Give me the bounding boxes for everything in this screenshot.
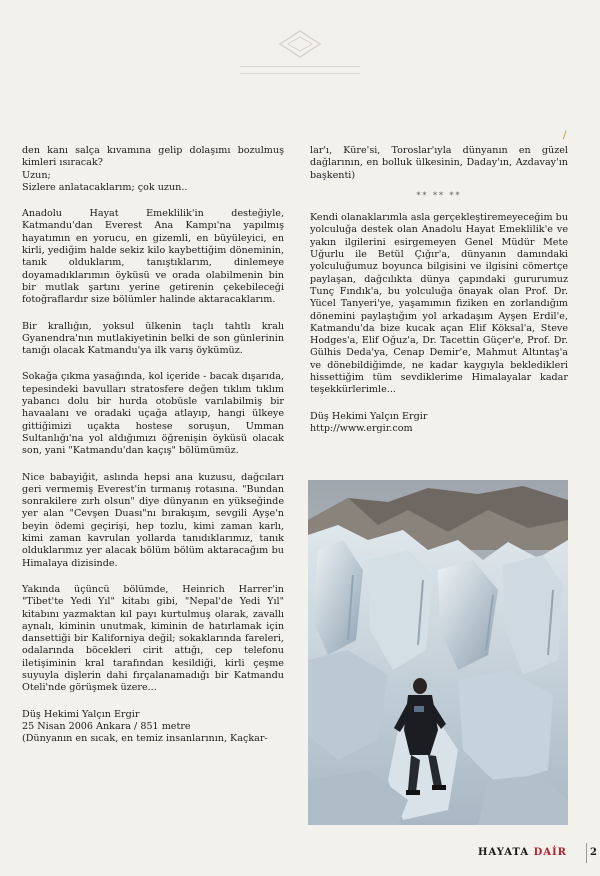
paragraph: lar'ı, Küre'si, Toroslar'ıyla dünyanın en güzel dağlarının, en bolluk ülkesinin, Daday'ın, Azdavay'ın başkenti) bbox=[310, 145, 568, 181]
paragraph: Yakında üçüncü bölümde, Heinrich Harrer'in "Tibet'te Yedi Yıl" kitabı gibi, "Nepal'de Yedi Yıl" kitabını yazmaktan kıl payı kurtulmuş olarak, zavallı aynalı, kiminin unutmak, kiminin de hatırlamak için dansettiği bir Kaliforniya değil; sokaklarında fareleri, odalarında böcekleri cirit attığı, cep telefonu iletişiminin kral tarafından kesildiği, kirli çeşme suyuyla dişlerin dahi fırçalanamadığı bir Katmandu Oteli'nde görüşmek üzere... bbox=[22, 583, 284, 694]
date-location: 25 Nisan 2006 Ankara / 851 metre bbox=[22, 720, 191, 732]
paragraph: Bir krallığın, yoksul ülkenin taçlı tahtlı kralı Gyanendra'nın mutlakiyetinin belki de son günlerinin tanığı olacak Katmandu'ya ilk varış öykümüz. bbox=[22, 320, 284, 357]
decorative-mark: / bbox=[563, 130, 567, 141]
right-column bbox=[310, 145, 568, 435]
header-logo-caption bbox=[240, 66, 360, 74]
page-number: 2 bbox=[590, 847, 597, 858]
header-logo-icon bbox=[275, 28, 325, 62]
paragraph: den kanı salça kıvamına gelip dolaşımı bozulmuş kimleri ısıracak? bbox=[22, 145, 284, 169]
paragraph: Sizlere anlatacaklarım; çok uzun.. bbox=[22, 181, 188, 193]
website-link[interactable]: http://www.ergir.com bbox=[310, 422, 413, 434]
paragraph: Anadolu Hayat Emeklilik'in desteğiyle, Katmandu'dan Everest Ana Kampı'na yapılmış hayatımın en yorucu, en gizemli, en büyüleyici, en kirli, yediğim halde sekiz kilo kaybettiğim döneminin, tanık olduklarım, tanıştıklarım, dinlemeye doyamadıklarımın öyküsü ve orada olabilmenin bin bir mutlak şartını yerine getirenin çekebileceği fotoğraflardır size bölümler halinde aktaracaklarım. bbox=[22, 208, 284, 306]
brand-accent: DAİR bbox=[533, 847, 567, 858]
section-separator: ** ** ** bbox=[416, 190, 462, 200]
paragraph: (Dünyanın en sıcak, en temiz insanlarının, Kaçkar- bbox=[22, 733, 268, 745]
brand-main: HAYATA bbox=[478, 847, 530, 858]
glacier-climber-photo bbox=[308, 480, 568, 825]
author-signature: Düş Hekimi Yalçın Ergir bbox=[22, 708, 140, 720]
footer-divider bbox=[586, 843, 587, 863]
paragraph: Sokağa çıkma yasağında, kol içeride - bacak dışarıda, tepesindeki bavulları stratosfere değen tıklım tıklım yabancı dolu bir hurda otobüsle varılabilmiş bir havaalanı ve oradaki uçağa atlayıp, hangi ülkeye gittiğimizi uçakta hostese soruşun, Umman Sultanlığı'na yol aldığımızı öğrenişin öyküsü olacak son, yani "Katmandu'dan kaçış" bölümümüz. bbox=[22, 371, 284, 457]
author-signature: Düş Hekimi Yalçın Ergir bbox=[310, 410, 428, 422]
left-column bbox=[22, 145, 284, 745]
magazine-brand bbox=[478, 847, 567, 858]
paragraph: Nice babayiğit, aslında hepsi ana kuzusu, dağcıları geri vermemiş Everest'in tırmanış rotasına. "Bundan sonrakilere zırh olsun" diye dünyanın en yükseğinde yer alan "Cevşen Duası"nı bırakışım, sevgili Ayşe'n beyin ödemi geçirişi, hep tozlu, kimi zaman karlı, kimi zaman kavrulan yollarda tanıdıklarımız, tanık olduklarımız yer alacak bölüm bölüm aktaracağım bu Himalaya dizisinde. bbox=[22, 471, 284, 569]
paragraph: Uzun; bbox=[22, 169, 51, 181]
thanks-paragraph: Kendi olanaklarımla asla gerçekleştiremeyeceğim bu yolculuğa destek olan Anadolu Hayat Emeklilik'e ve yakın ilgilerini esirgemeyen Genel Müdür Mete Uğurlu ile Betül Çığır'a, dünyanın damındaki yolculuğumuz boyunca bilgisini ve ilgisini cömertçe paylaşan, dağcılıkta dünya çapındaki gururumuz Tunç Fındık'a, bu yolculuğa önayak olan Prof. Dr. Yücel Tanyeri'ye, yaşamımın fiziken en zorlandığım dönemini paylaştığım yol arkadaşım Ayşen Erdil'e, Katmandu'da bize kucak açan Elif Köksal'a, Steve Hodges'a, Elif Oğuz'a, Dr. Tacettin Güçer'e, Prof. Dr. Gülhis Deda'ya, Cenap Demir'e, Mahmut Altıntaş'a ve dönebildiğimde, ne kadar kaygıyla bekledikleri hissettiğim tüm sevdiklerime Himalayalar kadar teşekkürlerimle... bbox=[310, 212, 568, 396]
